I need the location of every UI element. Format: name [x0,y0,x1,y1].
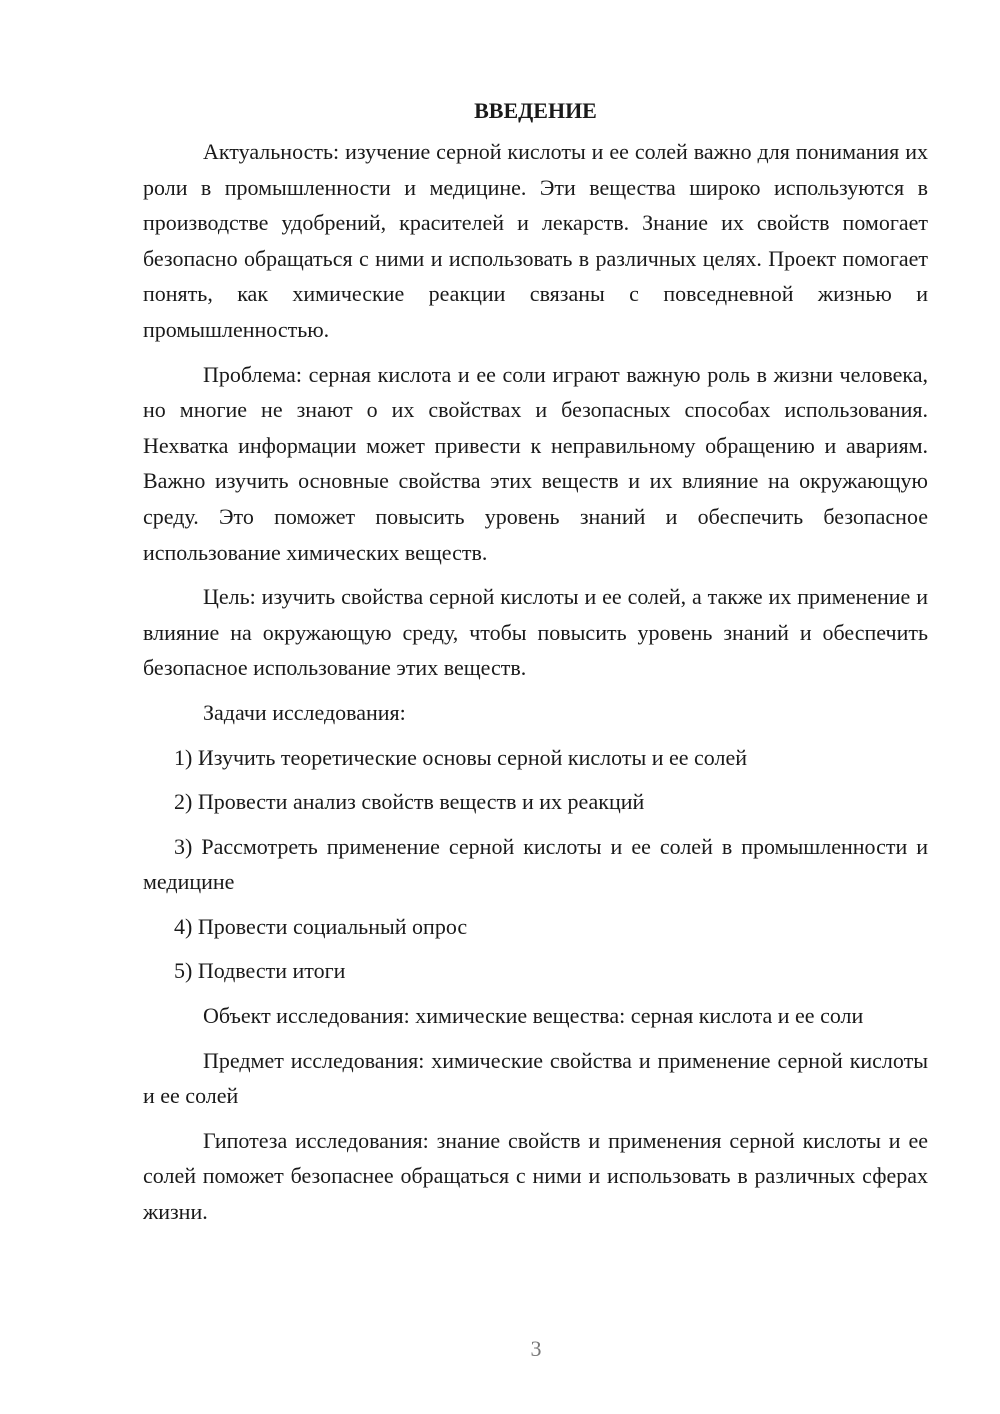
page-number: 3 [530,1336,542,1361]
task-item: 5) Подвести итоги [174,958,346,984]
page-content [143,94,928,1239]
relevance-paragraph: Актуальность: изучение серной кислоты и ее солей важно для понимания их роли в промышленности и медицине. Эти вещества широко используются в производстве удобрений, красителей и лекарств. Знание их свойств помогает безопасно обращаться с ними и использовать в различных целях. Проект помогает понять, как химические реакции связаны с повседневной жизнью и промышленностью. [143,139,928,342]
hypothesis-paragraph: Гипотеза исследования: знание свойств и применения серной кислоты и ее солей поможет безопаснее обращаться с ними и использовать в различных сферах жизни. [143,1127,928,1225]
task-item: 2) Провести анализ свойств веществ и их реакций [174,789,645,815]
problem-paragraph: Проблема: серная кислота и ее соли играют важную роль в жизни человека, но многие не знают о их свойствах и безопасных способах использования. Нехватка информации может привести к неправильному обращению и авариям. Важно изучить основные свойства этих веществ и их влияние на окружающую среду. Это поможет повысить уровень знаний и обеспечить безопасное использование химических веществ. [143,361,928,565]
object-paragraph: Объект исследования: химические вещества: серная кислота и ее соли [203,1003,864,1029]
task-item: 4) Провести социальный опрос [174,913,468,939]
goal-paragraph: Цель: изучить свойства серной кислоты и ее солей, а также их применение и влияние на окружающую среду, чтобы повысить уровень знаний и обеспечить безопасное использование этих веществ. [143,584,928,681]
task-item: 3) Рассмотреть применение серной кислоты и ее солей в промышленности и медицине [143,833,928,895]
tasks-list [143,740,928,990]
task-item: 1) Изучить теоретические основы серной кислоты и ее солей [174,744,748,770]
subject-paragraph: Предмет исследования: химические свойства и применение серной кислоты и ее солей [143,1047,928,1109]
tasks-heading: Задачи исследования: [203,699,406,725]
section-title: ВВЕДЕНИЕ [474,98,597,123]
